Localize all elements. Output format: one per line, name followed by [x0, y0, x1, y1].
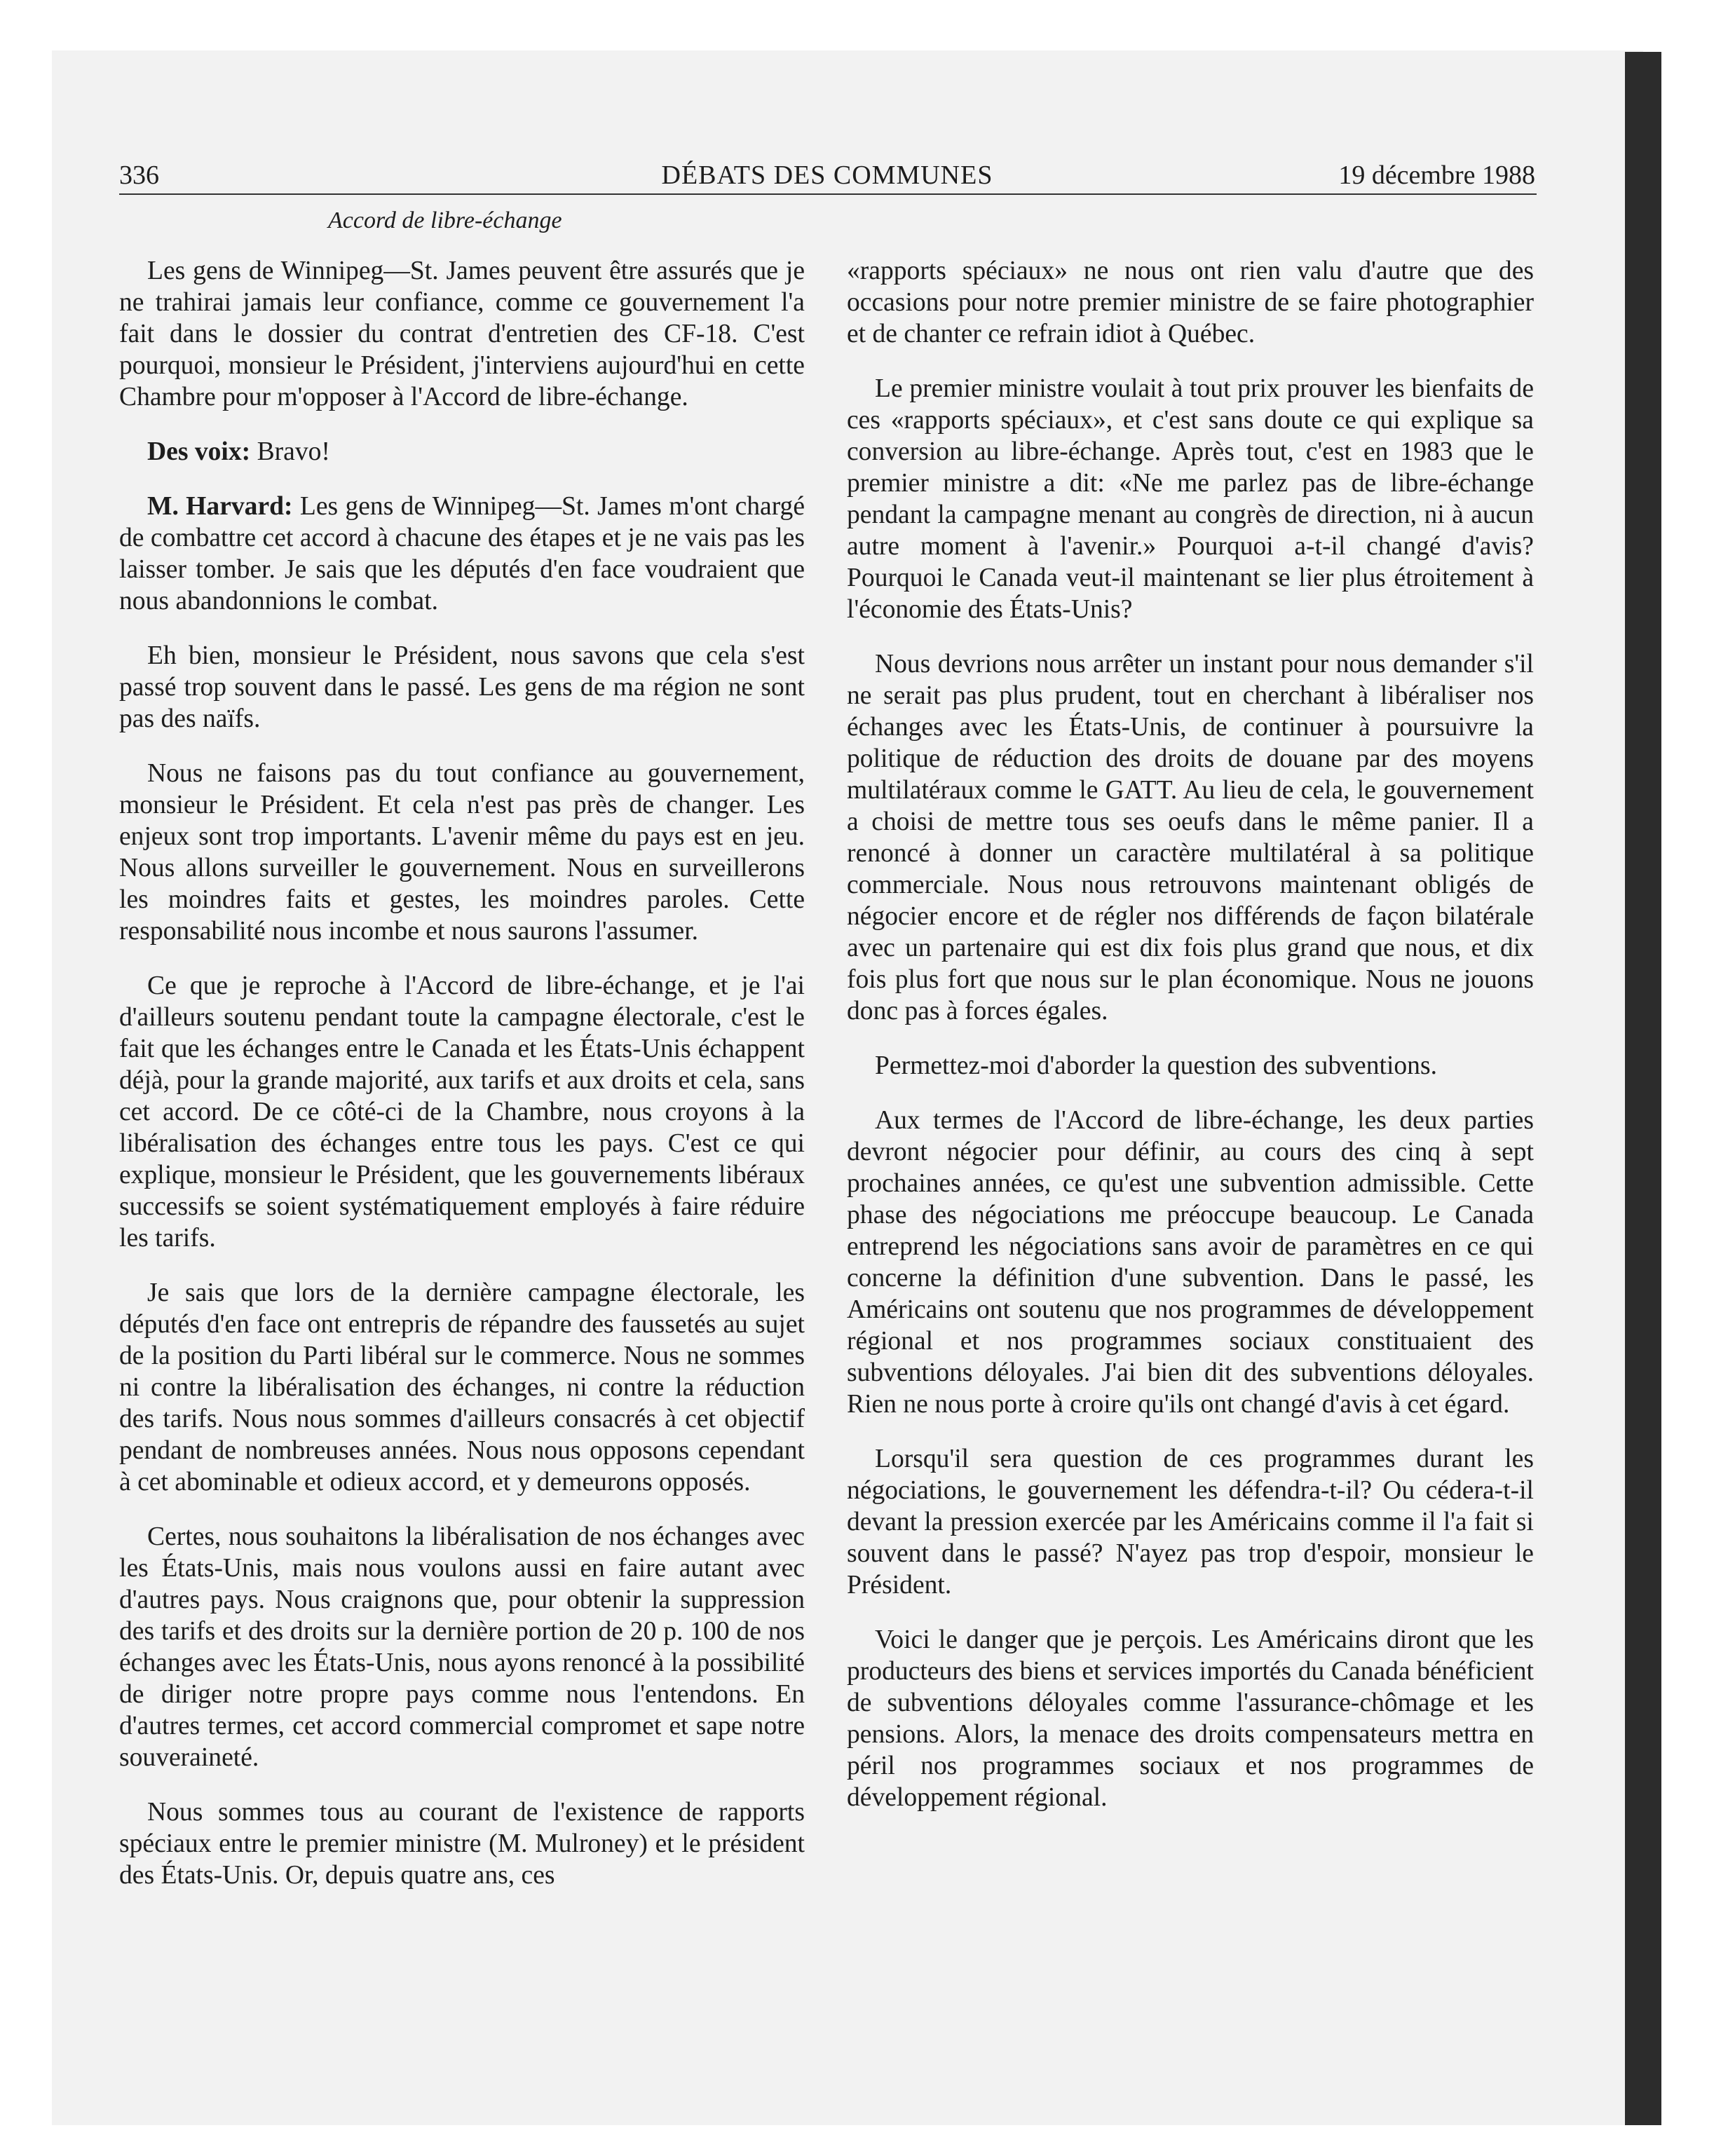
- right-column: [847, 255, 1534, 1836]
- paragraph: Nous devrions nous arrêter un instant pour nous demander s'il ne serait pas plus prudent, tout en cherchant à libéraliser nos échanges avec les États-Unis, de continuer à poursuivre la politique de réduction des droits de douane par des moyens multilatéraux comme le GATT. Au lieu de cela, le gouvernement a choisi de mettre tous ses oeufs dans le même panier. Il a renoncé à donner un caractère multilatéral à sa politique commerciale. Nous nous retrouvons maintenant obligés de négocier encore et de régler nos différends de façon bilatérale avec un partenaire qui est dix fois plus grand que nous, et dix fois plus fort que nous sur le plan économique. Nous ne jouons donc pas à forces égales.: [847, 650, 1534, 1025]
- paragraph: Aux termes de l'Accord de libre-échange, les deux parties devront négocier pour définir, au cours des cinq à sept prochaines années, ce qu'est une subvention admissible. Cette phase des négociations me préoccupe beaucoup. Le Canada entreprend les négociations sans avoir de paramètres en ce qui concerne la définition d'une subvention. Dans le passé, les Américains ont soutenu que nos programmes de développement régional et nos programmes sociaux constituaient des subventions déloyales. J'ai bien dit des subventions déloyales. Rien ne nous porte à croire qu'ils ont changé d'avis à cet égard.: [847, 1106, 1534, 1419]
- paragraph: Les gens de Winnipeg—St. James peuvent être assurés que je ne trahirai jamais leur confiance, comme ce gouvernement l'a fait dans le dossier du contrat d'entretien des CF-18. C'est pourquoi, monsieur le Président, j'interviens aujourd'hui en cette Chambre pour m'opposer à l'Accord de libre-échange.: [119, 257, 805, 411]
- paragraph: Lorsqu'il sera question de ces programmes durant les négociations, le gouvernement les défendra-t-il? Ou cédera-t-il devant la pression exercée par les Américains comme il l'a fait si souvent dans le passé? N'ayez pas trop d'espoir, monsieur le Président.: [847, 1445, 1534, 1599]
- paragraph: M. Harvard: Les gens de Winnipeg—St. James m'ont chargé de combattre cet accord à chacune des étapes et je ne vais pas les laisser tomber. Je sais que les députés d'en face voudraient que nous abandonnions le combat.: [119, 492, 805, 615]
- left-column: [119, 255, 805, 1914]
- paragraph: Je sais que lors de la dernière campagne électorale, les députés d'en face ont entrepris de répandre des faussetés au sujet de la position du Parti libéral sur le commerce. Nous ne sommes ni contre la libéralisation des échanges, ni contre la réduction des tarifs. Nous nous sommes d'ailleurs consacrés à cet objectif pendant de nombreuses années. Nous nous opposons cependant à cet abominable et odieux accord, et y demeurons opposés.: [119, 1278, 805, 1496]
- speaker-label: Des voix:: [147, 437, 251, 466]
- header-rule: [119, 193, 1537, 195]
- paragraph: Certes, nous souhaitons la libéralisation de nos échanges avec les États-Unis, mais nous voulons aussi en faire autant avec d'autres pays. Nous craignons que, pour obtenir la suppression des tarifs et des droits sur la dernière portion de 20 p. 100 de nos échanges avec les États-Unis, nous ayons renoncé à la possibilité de diriger notre propre pays comme nous l'entendons. En d'autres termes, cet accord commercial compromet et sape notre souveraineté.: [119, 1522, 805, 1772]
- paragraph: Permettez-moi d'aborder la question des subventions.: [875, 1051, 1437, 1080]
- publication-title: DÉBATS DES COMMUNES: [661, 161, 993, 190]
- speaker-label: M. Harvard:: [147, 492, 293, 521]
- paragraph-continuation: «rapports spéciaux» ne nous ont rien valu d'autre que des occasions pour notre premier ministre de se faire photographier et de chanter ce refrain idiot à Québec.: [847, 257, 1534, 348]
- paragraph: Voici le danger que je perçois. Les Américains diront que les producteurs des biens et services importés du Canada bénéficient de subventions déloyales comme l'assurance-chômage et les pensions. Alors, la menace des droits compensateurs mettra en péril nos programmes sociaux et nos programmes de développement régional.: [847, 1625, 1534, 1812]
- paragraph: Nous ne faisons pas du tout confiance au gouvernement, monsieur le Président. Et cela n'est pas près de changer. Les enjeux sont trop importants. L'avenir même du pays est en jeu. Nous allons surveiller le gouvernement. Nous en surveillerons les moindres faits et gestes, les moindres paroles. Cette responsabilité nous incombe et nous saurons l'assumer.: [119, 759, 805, 946]
- page-number: 336: [119, 161, 159, 190]
- scan-edge-shadow: [1625, 52, 1661, 2125]
- paragraph: Ce que je reproche à l'Accord de libre-échange, et je l'ai d'ailleurs soutenu pendant toute la campagne électorale, c'est le fait que les échanges entre le Canada et les États-Unis échappent déjà, pour la grande majorité, aux tarifs et aux droits et cela, sans cet accord. De ce côté-ci de la Chambre, nous croyons à la libéralisation des échanges entre tous les pays. C'est ce qui explique, monsieur le Président, que les gouvernements libéraux successifs se soient systématiquement employés à faire réduire les tarifs.: [119, 971, 805, 1253]
- paragraph: Eh bien, monsieur le Président, nous savons que cela s'est passé trop souvent dans le passé. Les gens de ma région ne sont pas des naïfs.: [119, 641, 805, 733]
- page-date: 19 décembre 1988: [1338, 161, 1535, 190]
- paragraph: Le premier ministre voulait à tout prix prouver les bienfaits de ces «rapports spéciaux», et c'est sans doute ce qui explique sa conversion au libre-échange. Après tout, c'est en 1983 que le premier ministre a dit: «Ne me parlez pas de libre-échange pendant la campagne menant au congrès de direction, ni à aucun autre moment à l'avenir.» Pourquoi a-t-il changé d'avis? Pourquoi le Canada veut-il maintenant se lier plus étroitement à l'économie des États-Unis?: [847, 374, 1534, 624]
- subject-heading: Accord de libre-échange: [328, 207, 562, 233]
- paragraph: Nous sommes tous au courant de l'existence de rapports spéciaux entre le premier ministre (M. Mulroney) et le président des États-Unis. Or, depuis quatre ans, ces: [119, 1798, 805, 1890]
- paragraph: Des voix: Bravo!: [147, 437, 330, 466]
